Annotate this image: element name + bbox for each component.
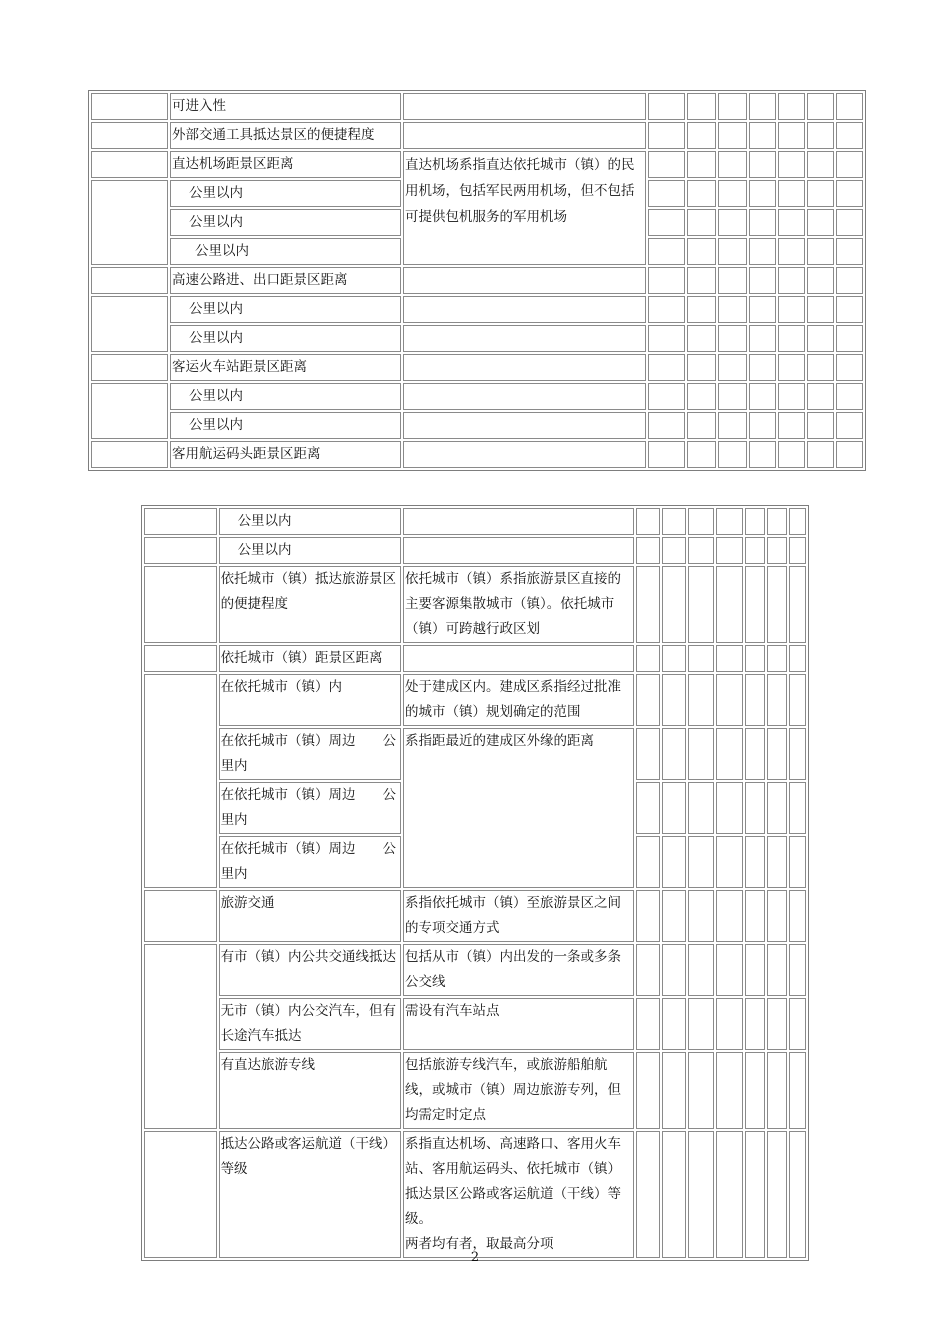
score-cell: [648, 93, 685, 120]
score-cell: [807, 238, 834, 265]
score-cell: [749, 441, 776, 468]
score-cell: [403, 645, 634, 672]
item-label: 旅游交通: [219, 890, 401, 942]
score-cell: [403, 296, 646, 323]
score-cell: [688, 566, 714, 643]
score-cell: [718, 296, 747, 323]
score-cell: [767, 782, 787, 834]
score-cell: [716, 674, 742, 726]
score-cell: [688, 537, 714, 564]
score-cell: [662, 645, 686, 672]
score-cell: [745, 1052, 765, 1129]
score-cell: [749, 354, 776, 381]
score-cell: [688, 728, 714, 780]
score-cell: [688, 890, 714, 942]
score-cell: [688, 645, 714, 672]
score-cell: [662, 566, 686, 643]
score-cell: [688, 508, 714, 535]
score-cell: [687, 180, 716, 207]
score-cell: [789, 890, 806, 942]
table-row: [144, 674, 806, 726]
score-cell: [767, 1131, 787, 1258]
score-cell: [789, 782, 806, 834]
score-cell: [789, 998, 806, 1050]
score-cell: [778, 180, 805, 207]
score-cell: [767, 645, 787, 672]
score-cell: [716, 566, 742, 643]
item-label: 公里以内: [170, 383, 401, 410]
item-label: 有市（镇）内公共交通线抵达: [219, 944, 401, 996]
score-cell: [767, 566, 787, 643]
score-cell: [687, 383, 716, 410]
score-cell: [648, 151, 685, 178]
score-cell: [688, 836, 714, 888]
table-row: [144, 890, 806, 942]
score-cell: [91, 383, 168, 439]
score-cell: [836, 441, 863, 468]
score-cell: [403, 441, 646, 468]
score-cell: [718, 354, 747, 381]
score-cell: [403, 412, 646, 439]
table-row: [144, 645, 806, 672]
score-cell: [836, 383, 863, 410]
score-cell: [688, 1052, 714, 1129]
score-cell: [807, 412, 834, 439]
score-cell: [789, 566, 806, 643]
score-cell: [807, 354, 834, 381]
score-cell: [403, 537, 634, 564]
score-cell: [807, 441, 834, 468]
score-cell: [91, 151, 168, 178]
score-cell: [745, 508, 765, 535]
score-cell: [749, 151, 776, 178]
score-cell: [648, 180, 685, 207]
score-cell: [778, 441, 805, 468]
score-cell: [636, 782, 660, 834]
item-label: 在依托城市（镇）内: [219, 674, 401, 726]
score-cell: [789, 1131, 806, 1258]
score-cell: [716, 537, 742, 564]
score-cell: [687, 296, 716, 323]
score-cell: [662, 1052, 686, 1129]
score-cell: [718, 180, 747, 207]
score-cell: [716, 728, 742, 780]
score-cell: [648, 354, 685, 381]
score-cell: [688, 944, 714, 996]
score-cell: [807, 122, 834, 149]
score-cell: [687, 354, 716, 381]
item-description: [403, 1131, 634, 1258]
score-cell: [144, 537, 217, 564]
score-cell: [836, 296, 863, 323]
score-cell: [749, 296, 776, 323]
score-cell: [745, 537, 765, 564]
score-cell: [688, 782, 714, 834]
score-cell: [91, 441, 168, 468]
score-cell: [636, 1131, 660, 1258]
item-label: 依托城市（镇）距景区距离: [219, 645, 401, 672]
score-cell: [144, 674, 217, 888]
score-cell: [836, 412, 863, 439]
score-cell: [789, 1052, 806, 1129]
table-row: [144, 728, 806, 780]
score-cell: [648, 267, 685, 294]
score-cell: [144, 508, 217, 535]
item-description: 包括从市（镇）内出发的一条或多条公交线: [403, 944, 634, 996]
score-cell: [687, 209, 716, 236]
score-cell: [778, 151, 805, 178]
item-label: 公里以内: [219, 508, 401, 535]
table-row: [91, 412, 863, 439]
score-cell: [662, 782, 686, 834]
score-cell: [836, 209, 863, 236]
score-cell: [662, 998, 686, 1050]
score-cell: [403, 383, 646, 410]
score-cell: [144, 944, 217, 1129]
score-cell: [745, 944, 765, 996]
score-cell: [91, 267, 168, 294]
score-cell: [636, 508, 660, 535]
score-cell: [749, 180, 776, 207]
score-cell: [749, 325, 776, 352]
item-label: 客用航运码头距景区距离: [170, 441, 401, 468]
score-cell: [807, 267, 834, 294]
score-cell: [716, 508, 742, 535]
table-row: [91, 354, 863, 381]
score-cell: [403, 122, 646, 149]
item-description: 处于建成区内。建成区系指经过批准的城市（镇）规划确定的范围: [403, 674, 634, 726]
score-cell: [836, 180, 863, 207]
table-row: [144, 508, 806, 535]
score-cell: [745, 782, 765, 834]
score-cell: [778, 93, 805, 120]
score-cell: [91, 354, 168, 381]
score-cell: [648, 441, 685, 468]
score-cell: [778, 325, 805, 352]
score-cell: [91, 122, 168, 149]
score-cell: [789, 944, 806, 996]
item-description: 依托城市（镇）系指旅游景区直接的主要客源集散城市（镇）。依托城市（镇）可跨越行政区划: [403, 566, 634, 643]
table-row: [144, 1052, 806, 1129]
score-cell: [91, 180, 168, 265]
score-cell: [688, 998, 714, 1050]
score-cell: [144, 1131, 217, 1258]
score-cell: [648, 296, 685, 323]
item-label: 在依托城市（镇）周边 公里内: [219, 782, 401, 834]
score-cell: [687, 325, 716, 352]
table-row: [91, 151, 863, 178]
score-cell: [718, 383, 747, 410]
table-row: [91, 267, 863, 294]
score-cell: [778, 296, 805, 323]
score-cell: [718, 325, 747, 352]
score-cell: [716, 1052, 742, 1129]
score-cell: [403, 267, 646, 294]
score-cell: [648, 325, 685, 352]
score-cell: [749, 209, 776, 236]
score-cell: [745, 1131, 765, 1258]
score-cell: [767, 836, 787, 888]
page-number: 2: [470, 1250, 480, 1265]
score-cell: [745, 566, 765, 643]
score-cell: [789, 537, 806, 564]
score-cell: [636, 836, 660, 888]
score-cell: [718, 267, 747, 294]
score-cell: [648, 412, 685, 439]
score-cell: [767, 508, 787, 535]
item-description: 系指依托城市（镇）至旅游景区之间的专项交通方式: [403, 890, 634, 942]
score-cell: [836, 93, 863, 120]
score-cell: [687, 238, 716, 265]
score-cell: [767, 944, 787, 996]
score-cell: [144, 566, 217, 643]
item-description-text: 系指直达机场、高速路口、客用火车站、客用航运码头、依托城市（镇）抵达景区公路或客运航道（干线）等级。: [404, 1136, 621, 1227]
item-label: 公里以内: [170, 238, 401, 265]
score-cell: [767, 728, 787, 780]
evaluation-table-1: [88, 90, 866, 471]
evaluation-table-2: [141, 505, 809, 1261]
item-description-note: 两者均有者，取最高分项: [404, 1236, 554, 1252]
table-row: [91, 93, 863, 120]
score-cell: [636, 998, 660, 1050]
score-cell: [636, 1052, 660, 1129]
item-label: 公里以内: [170, 180, 401, 207]
item-label: 公里以内: [170, 296, 401, 323]
score-cell: [767, 890, 787, 942]
table-row: [144, 998, 806, 1050]
score-cell: [778, 209, 805, 236]
score-cell: [745, 645, 765, 672]
score-cell: [749, 238, 776, 265]
score-cell: [749, 122, 776, 149]
table-row: [144, 566, 806, 643]
score-cell: [636, 566, 660, 643]
item-description: 包括旅游专线汽车，或旅游船舶航线，或城市（镇）周边旅游专列，但均需定时定点: [403, 1052, 634, 1129]
score-cell: [778, 412, 805, 439]
score-cell: [403, 508, 634, 535]
score-cell: [778, 122, 805, 149]
score-cell: [716, 890, 742, 942]
score-cell: [662, 1131, 686, 1258]
item-label: 客运火车站距景区距离: [170, 354, 401, 381]
table-row: [91, 441, 863, 468]
item-label: 依托城市（镇）抵达旅游景区的便捷程度: [219, 566, 401, 643]
score-cell: [836, 238, 863, 265]
item-label: 外部交通工具抵达景区的便捷程度: [170, 122, 401, 149]
score-cell: [789, 674, 806, 726]
item-label: 高速公路进、出口距景区距离: [170, 267, 401, 294]
score-cell: [662, 890, 686, 942]
score-cell: [807, 93, 834, 120]
score-cell: [745, 890, 765, 942]
score-cell: [648, 122, 685, 149]
score-cell: [662, 674, 686, 726]
score-cell: [778, 383, 805, 410]
score-cell: [144, 890, 217, 942]
score-cell: [716, 1131, 742, 1258]
item-label: 无市（镇）内公交汽车，但有长途汽车抵达: [219, 998, 401, 1050]
score-cell: [807, 209, 834, 236]
score-cell: [403, 354, 646, 381]
score-cell: [687, 122, 716, 149]
score-cell: [778, 354, 805, 381]
item-label: 在依托城市（镇）周边 公里内: [219, 836, 401, 888]
item-label: 在依托城市（镇）周边 公里内: [219, 728, 401, 780]
score-cell: [767, 1052, 787, 1129]
table-row: [91, 296, 863, 323]
table-row: [144, 1131, 806, 1258]
score-cell: [749, 93, 776, 120]
score-cell: [836, 354, 863, 381]
score-cell: [687, 93, 716, 120]
score-cell: [648, 238, 685, 265]
score-cell: [636, 674, 660, 726]
score-cell: [636, 944, 660, 996]
item-label: 公里以内: [170, 209, 401, 236]
score-cell: [718, 441, 747, 468]
score-cell: [648, 383, 685, 410]
score-cell: [718, 93, 747, 120]
score-cell: [767, 998, 787, 1050]
item-description: 系指距最近的建成区外缘的距离: [403, 728, 634, 888]
score-cell: [836, 122, 863, 149]
score-cell: [778, 238, 805, 265]
score-cell: [836, 267, 863, 294]
score-cell: [836, 325, 863, 352]
score-cell: [718, 238, 747, 265]
score-cell: [688, 1131, 714, 1258]
score-cell: [662, 836, 686, 888]
score-cell: [662, 944, 686, 996]
score-cell: [749, 412, 776, 439]
score-cell: [716, 998, 742, 1050]
score-cell: [91, 296, 168, 352]
score-cell: [745, 674, 765, 726]
score-cell: [807, 151, 834, 178]
score-cell: [636, 890, 660, 942]
item-label: 公里以内: [219, 537, 401, 564]
score-cell: [807, 325, 834, 352]
score-cell: [718, 122, 747, 149]
score-cell: [91, 93, 168, 120]
score-cell: [718, 151, 747, 178]
score-cell: [778, 267, 805, 294]
item-label: 可进入性: [170, 93, 401, 120]
score-cell: [687, 151, 716, 178]
item-label: 公里以内: [170, 412, 401, 439]
score-cell: [807, 383, 834, 410]
score-cell: [636, 645, 660, 672]
score-cell: [662, 728, 686, 780]
score-cell: [716, 645, 742, 672]
score-cell: [745, 998, 765, 1050]
score-cell: [716, 836, 742, 888]
score-cell: [836, 151, 863, 178]
score-cell: [789, 728, 806, 780]
score-cell: [716, 944, 742, 996]
item-label: 有直达旅游专线: [219, 1052, 401, 1129]
score-cell: [718, 209, 747, 236]
score-cell: [807, 180, 834, 207]
score-cell: [807, 296, 834, 323]
score-cell: [745, 728, 765, 780]
table-row: [91, 122, 863, 149]
score-cell: [789, 836, 806, 888]
score-cell: [662, 508, 686, 535]
score-cell: [767, 674, 787, 726]
item-label: 公里以内: [170, 325, 401, 352]
item-label: 直达机场距景区距离: [170, 151, 401, 178]
score-cell: [636, 537, 660, 564]
score-cell: [636, 728, 660, 780]
score-cell: [648, 209, 685, 236]
score-cell: [687, 267, 716, 294]
score-cell: [716, 782, 742, 834]
score-cell: [687, 441, 716, 468]
score-cell: [688, 674, 714, 726]
score-cell: [662, 537, 686, 564]
score-cell: [144, 645, 217, 672]
score-cell: [749, 383, 776, 410]
table-row: [144, 537, 806, 564]
score-cell: [789, 508, 806, 535]
table-row: [91, 383, 863, 410]
score-cell: [403, 325, 646, 352]
score-cell: [687, 412, 716, 439]
score-cell: [718, 412, 747, 439]
item-label: 抵达公路或客运航道（干线）等级: [219, 1131, 401, 1258]
score-cell: [745, 836, 765, 888]
score-cell: [403, 93, 646, 120]
table-row: [91, 325, 863, 352]
item-description: 直达机场系指直达依托城市（镇）的民用机场，包括军民两用机场，但不包括可提供包机服务的军用机场: [403, 151, 646, 265]
score-cell: [749, 267, 776, 294]
score-cell: [789, 645, 806, 672]
score-cell: [767, 537, 787, 564]
item-description: 需设有汽车站点: [403, 998, 634, 1050]
table-row: [144, 944, 806, 996]
